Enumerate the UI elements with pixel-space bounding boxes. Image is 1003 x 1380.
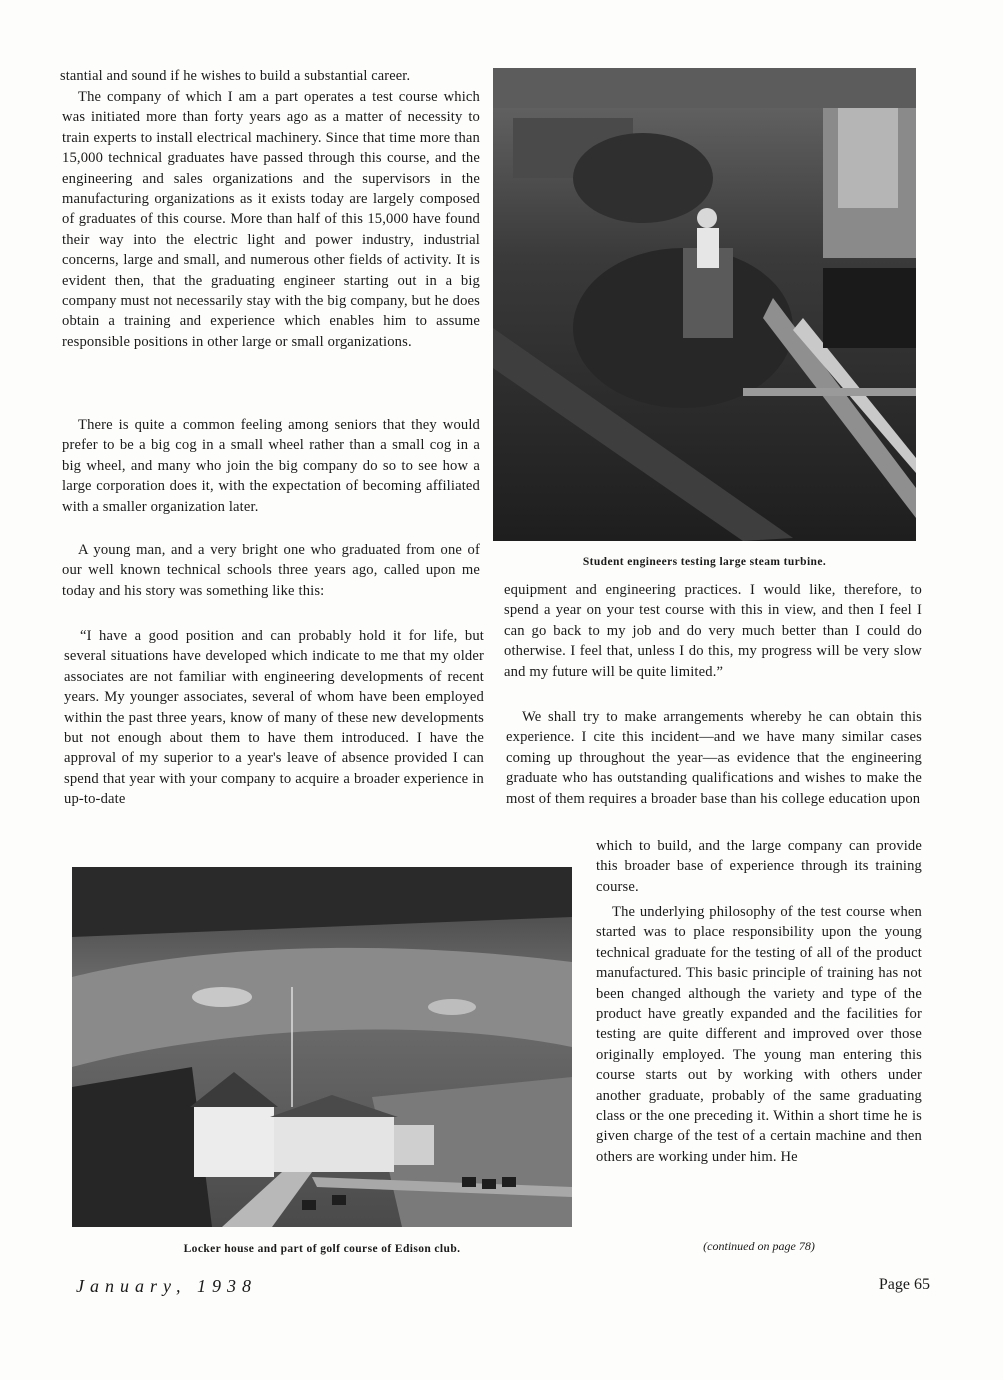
golf-club-photo — [72, 867, 572, 1227]
continued-note: (continued on page 78) — [703, 1239, 815, 1253]
paragraph-quote: “I have a good position and can probably hold it for life, but several situations have developed which indicate to me that my older associates are not familiar with engineering developments of recent years. My younger associates, several of whom have been employed within the past three years, know of many of these new developments but not enough about them to have them introduced. I have the approval of my superior to a year's leave of absence provided I can spend that year with your company to acquire a broader experience in up-to-date — [64, 628, 484, 808]
paragraph-big-cog: There is quite a common feeling among seniors that they would prefer to be a big cog in a small wheel rather than a small cog in a big wheel, and many who join the big company do so to see how a large corporation does it, with the expectation of becoming affiliated with a smaller organization later. — [62, 417, 480, 515]
turbine-caption: Student engineers testing large steam turbine. — [582, 556, 827, 568]
paragraph-arrangements: We shall try to make arrangements whereby he can obtain this experience. I cite this incident—and we have many similar cases coming up throughout the year—as evidence that the engineering graduate who has outstanding qualifications and wishes to make the most of them requires a broader base than his college education upon — [506, 709, 922, 807]
paragraph-philosophy: The underlying philosophy of the test course when started was to place responsibility upon the young technical graduate for the testing of all of the product manufactured. This basic principle of training has not been changed although the variety and type of the product have greatly expanded and the facilities for testing are quite different and improved over those originally employed. The young man entering this course starts out by working with others under another graduate, probably of the same graduating class or the one preceding it. Within a short time he is given charge of the test of a certain machine and then others are working under him. He — [596, 904, 922, 1165]
paragraph-test-course: The company of which I am a part operates a test course which was initiated more than forty years ago as a matter of necessity to train experts to install electrical machinery. Since that time more than 15,000 technical graduates have passed through this course, and the engineering and sales organizations and the supervisors in the manufacturing organizations as it exists today are largely composed of graduates of this course. More than half of this 15,000 have found their way into the electric light and power industry, industrial concerns, large and small, and numerous other fields of activity. It is evident then, that the graduating engineer starting out in a big company must not necessarily stay with the big company, but he does obtain a training and experience which enables him to assume responsible positions in other large or small organizations. — [62, 89, 480, 350]
turbine-photo — [493, 68, 916, 541]
paragraph-intro-fragment: stantial and sound if he wishes to build a substantial career. — [60, 68, 411, 84]
paragraph-young-man: A young man, and a very bright one who graduated from one of our well known technical schools three years ago, called upon me today and his story was something like this: — [62, 542, 480, 599]
golf-club-caption: Locker house and part of golf course of Edison club. — [183, 1243, 461, 1255]
page-number: Page 65 — [878, 1276, 930, 1293]
paragraph-quote-continued: equipment and engineering practices. I would like, therefore, to spend a year on your test course with this in view, and then I feel I can go back to my job and do very much better than I could do otherwise. I feel that, unless I do this, my progress will be very slow and my future will be quite limited.” — [504, 582, 922, 680]
paragraph-arrangements-end: which to build, and the large company can provide this broader base of experience through its training course. — [596, 838, 922, 895]
issue-date: January, 1938 — [76, 1276, 257, 1296]
